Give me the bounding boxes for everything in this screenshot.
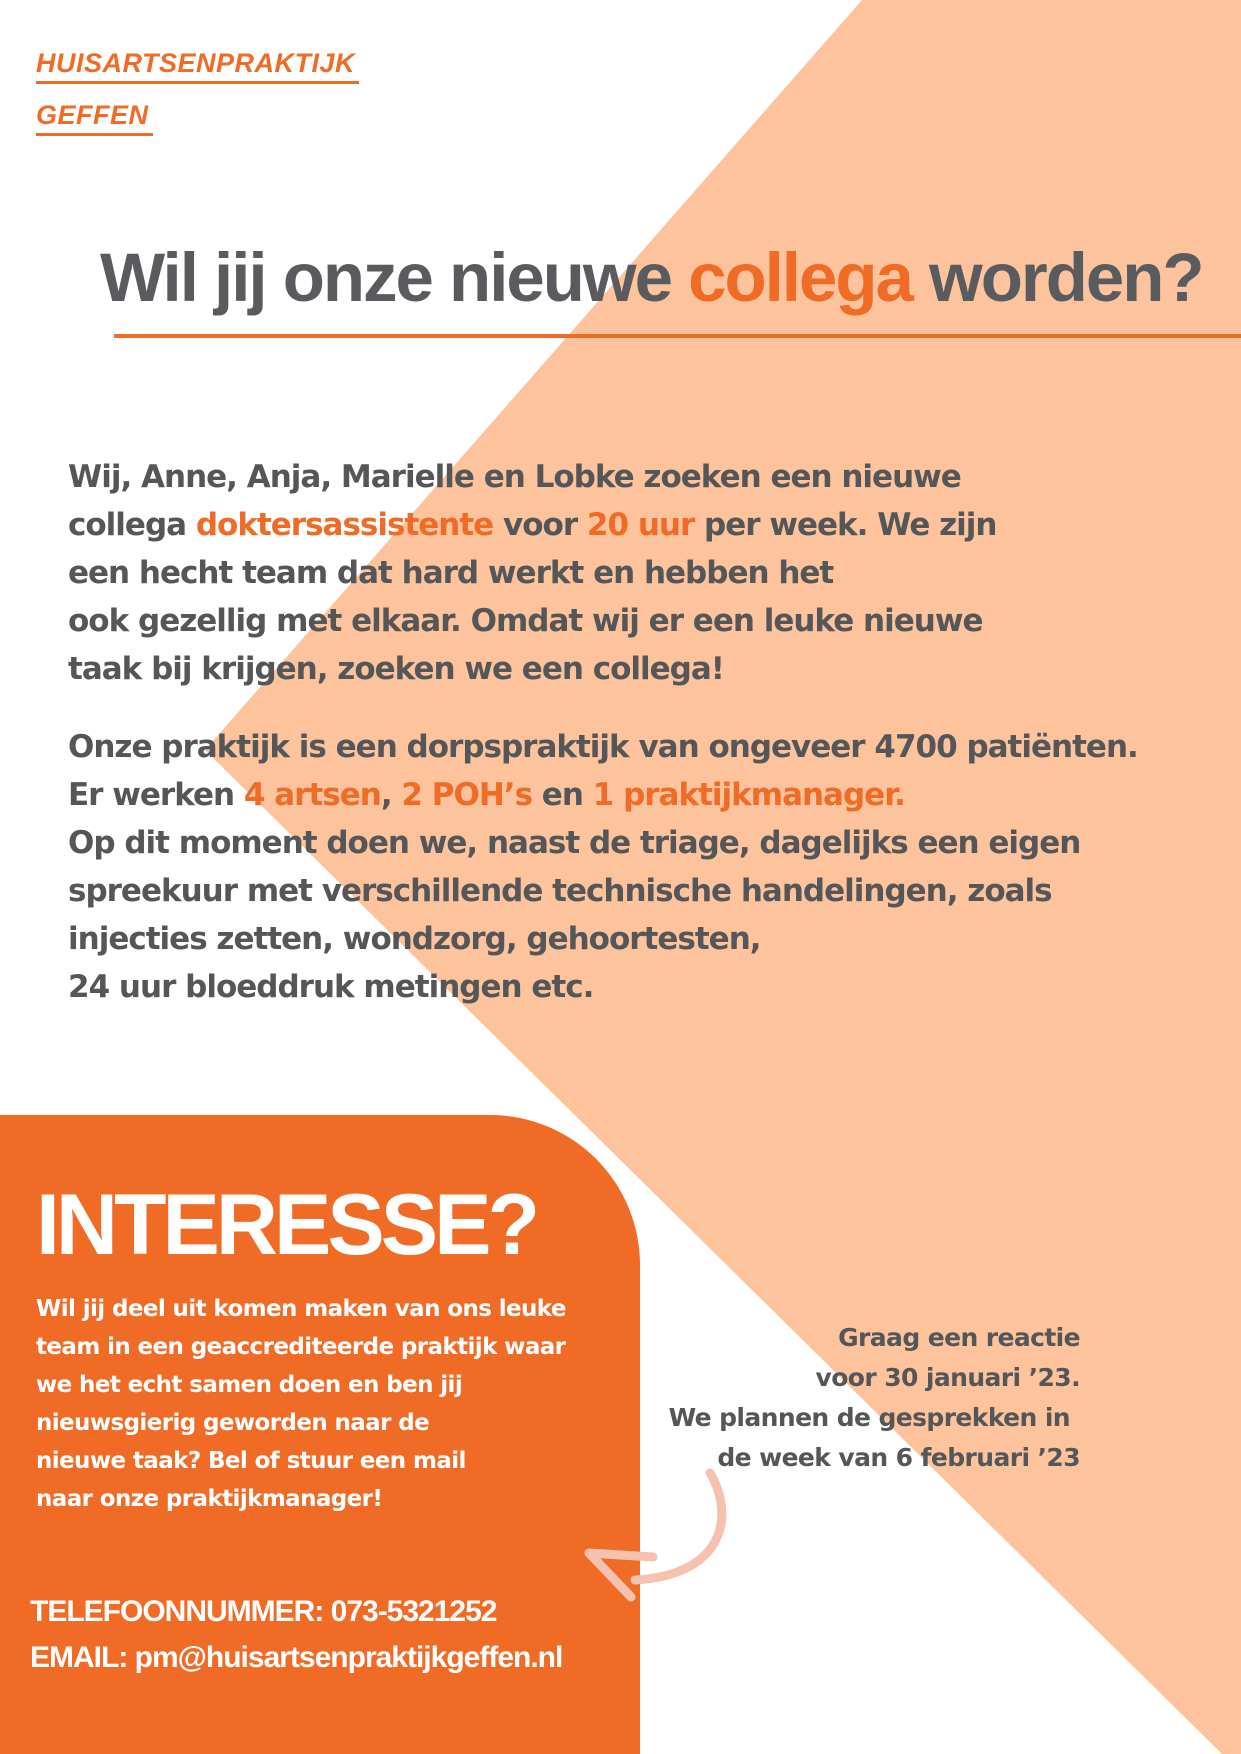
practice-line-5: injecties zetten, wondzorg, gehoortesten, bbox=[68, 921, 761, 957]
phone-contact[interactable]: TELEFOONNUMMER: 073-5321252 bbox=[30, 1595, 497, 1628]
intro-text: voor bbox=[493, 507, 587, 543]
logo-line-1: HUISARTSENPRAKTIJK bbox=[36, 45, 359, 84]
intro-paragraph bbox=[68, 453, 1148, 693]
practice-text: en bbox=[532, 777, 593, 813]
email-contact[interactable]: EMAIL: pm@huisartsenpraktijkgeffen.nl bbox=[30, 1641, 563, 1674]
role-highlight: doktersassistente bbox=[195, 507, 494, 543]
practice-logo bbox=[36, 40, 359, 144]
intro-line-2 bbox=[68, 501, 1148, 549]
reaction-line-1: Graag een reactie bbox=[838, 1323, 1080, 1352]
interest-line-1: Wil jij deel uit komen maken van ons leuke bbox=[36, 1296, 566, 1322]
headline-underline bbox=[114, 334, 1241, 338]
reaction-line-2: voor 30 januari ’23. bbox=[815, 1363, 1080, 1392]
interest-line-6: naar onze praktijkmanager! bbox=[36, 1486, 383, 1512]
doctors-highlight: 4 artsen bbox=[243, 777, 381, 813]
practice-line-1: Onze praktijk is een dorpspraktijk van ongeveer 4700 patiënten. bbox=[68, 729, 1138, 765]
headline-before: Wil jij onze nieuwe bbox=[100, 239, 689, 316]
intro-line-3: een hecht team dat hard werkt en hebben het bbox=[68, 555, 834, 591]
logo-line-2: GEFFEN bbox=[36, 97, 153, 136]
practice-text: , bbox=[380, 777, 402, 813]
hours-highlight: 20 uur bbox=[586, 507, 695, 543]
intro-line-5: taak bij krijgen, zoeken we een collega! bbox=[68, 651, 724, 687]
headline-after: worden? bbox=[911, 239, 1203, 316]
reaction-line-4: de week van 6 februari ’23 bbox=[717, 1443, 1080, 1472]
headline-accent: collega bbox=[688, 239, 912, 316]
practice-line-3: Op dit moment doen we, naast de triage, dagelijks een eigen bbox=[68, 825, 1081, 861]
intro-text: per week. We zijn bbox=[694, 507, 997, 543]
interest-text bbox=[36, 1290, 626, 1518]
poh-highlight: 2 POH’s bbox=[401, 777, 533, 813]
reaction-line-3: We plannen de gesprekken in bbox=[668, 1403, 1070, 1432]
practice-line-2 bbox=[68, 771, 1148, 819]
practice-text: . bbox=[894, 777, 905, 813]
intro-text: collega bbox=[68, 507, 196, 543]
intro-line-4: ook gezellig met elkaar. Omdat wij er een leuke nieuwe bbox=[68, 603, 983, 639]
interest-line-5: nieuwe taak? Bel of stuur een mail bbox=[36, 1448, 466, 1474]
practice-line-6: 24 uur bloeddruk metingen etc. bbox=[68, 969, 594, 1005]
practice-text: Er werken bbox=[68, 777, 244, 813]
interest-line-2: team in een geaccrediteerde praktijk waar bbox=[36, 1334, 566, 1360]
interest-line-3: we het echt samen doen en ben jij bbox=[36, 1372, 463, 1398]
practice-paragraph bbox=[68, 723, 1148, 1011]
reaction-deadline-text bbox=[640, 1318, 1080, 1478]
intro-line-1: Wij, Anne, Anja, Marielle en Lobke zoeken een nieuwe bbox=[68, 459, 961, 495]
curved-arrow-icon bbox=[575, 1465, 745, 1605]
interest-line-4: nieuwsgierig geworden naar de bbox=[36, 1410, 430, 1436]
practice-line-4: spreekuur met verschillende technische handelingen, zoals bbox=[68, 873, 1052, 909]
manager-highlight: 1 praktijkmanager bbox=[592, 777, 895, 813]
interest-title: INTERESSE? bbox=[36, 1177, 536, 1273]
headline bbox=[100, 238, 1203, 317]
